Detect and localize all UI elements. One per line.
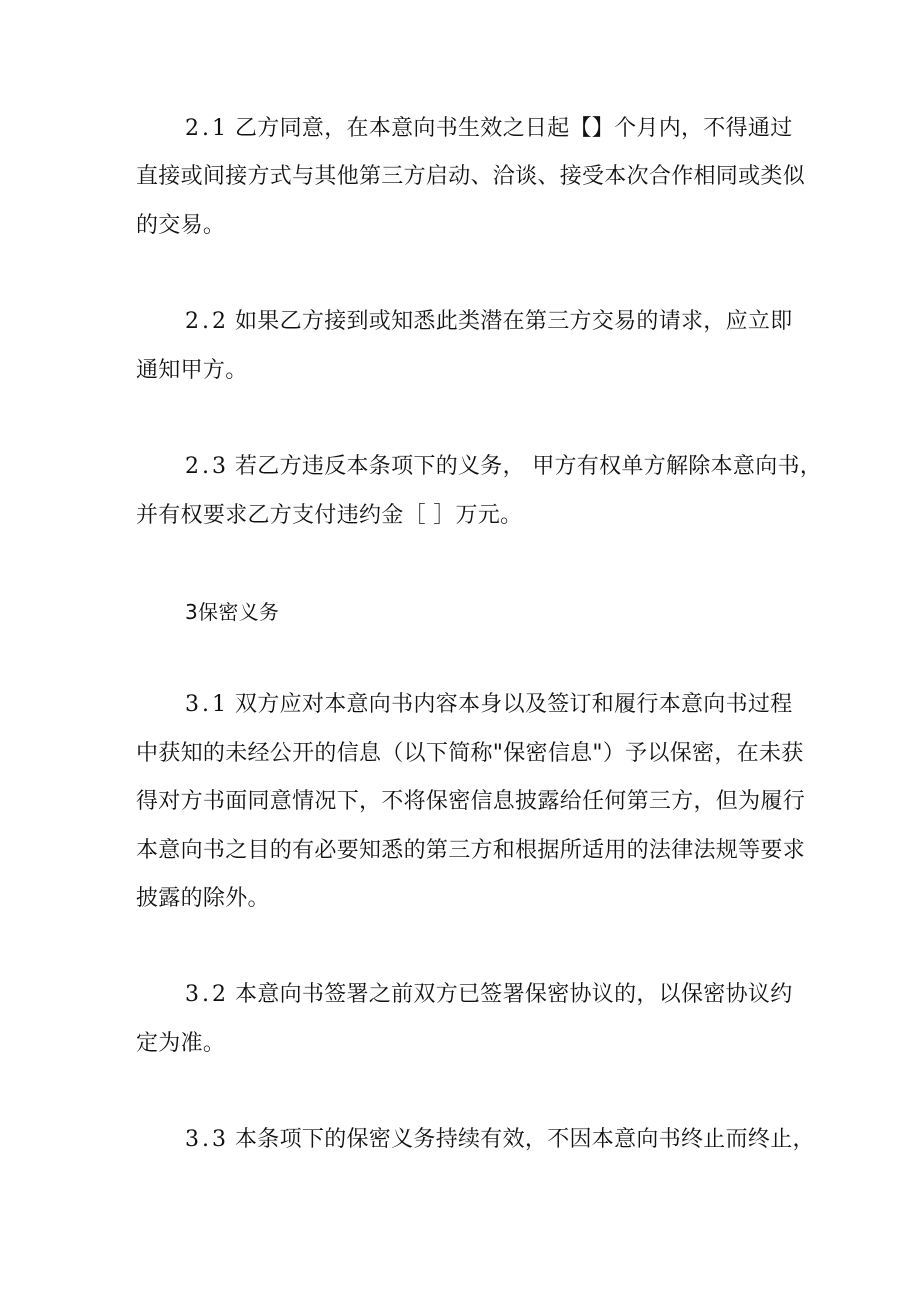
clause-2-2-line-1: [185, 307, 793, 337]
clause-number: 3.2: [185, 982, 229, 1007]
clause-3-3-line-1: [185, 1125, 815, 1155]
clause-3-1-line-1: [185, 690, 793, 720]
clause-text: 乙方同意，在本意向书生效之日起【】个月内，不得通过: [235, 116, 793, 141]
clause-3-1-line-4: 本意向书之目的有必要知悉的第三方和根据所适用的法律法规等要求: [136, 838, 806, 863]
clause-2-3-line-1: [185, 452, 822, 482]
clause-3-1-line-3: 得对方书面同意情况下，不将保密信息披露给任何第三方，但为履行: [136, 789, 806, 814]
clause-2-3-line-2: 并有权要求乙方支付违约金［ ］万元。: [136, 503, 523, 528]
clause-text: 若乙方违反本条项下的义务， 甲方有权单方解除本意向书，: [235, 454, 823, 479]
clause-3-2-line-1: [185, 980, 793, 1010]
clause-number: 3.1: [185, 692, 229, 717]
clause-3-2-line-2: 定为准。: [136, 1031, 226, 1056]
clause-number: 2.1: [185, 116, 229, 141]
clause-2-2-line-2: 通知甲方。: [136, 358, 248, 383]
clause-number: 3.3: [185, 1127, 229, 1152]
clause-2-1-line-3: 的交易。: [136, 213, 226, 238]
clause-text: 双方应对本意向书内容本身以及签订和履行本意向书过程: [235, 692, 793, 717]
clause-3-1-line-5: 披露的除外。: [136, 886, 270, 911]
clause-text: 本意向书签署之前双方已签署保密协议的，以保密协议约: [235, 982, 793, 1007]
clause-text: 本条项下的保密义务持续有效，不因本意向书终止而终止，: [235, 1127, 815, 1152]
section-heading: 3保密义务: [185, 600, 280, 624]
clause-number: 2.3: [185, 454, 229, 479]
clause-2-1-line-2: 直接或间接方式与其他第三方启动、洽谈、接受本次合作相同或类似: [136, 164, 806, 189]
clause-number: 2.2: [185, 309, 229, 334]
clause-text: 如果乙方接到或知悉此类潜在第三方交易的请求，应立即: [235, 309, 793, 334]
clause-2-1-line-1: [185, 114, 793, 144]
clause-3-1-line-2: 中获知的未经公开的信息（以下简称"保密信息"）予以保密，在未获: [136, 741, 804, 766]
